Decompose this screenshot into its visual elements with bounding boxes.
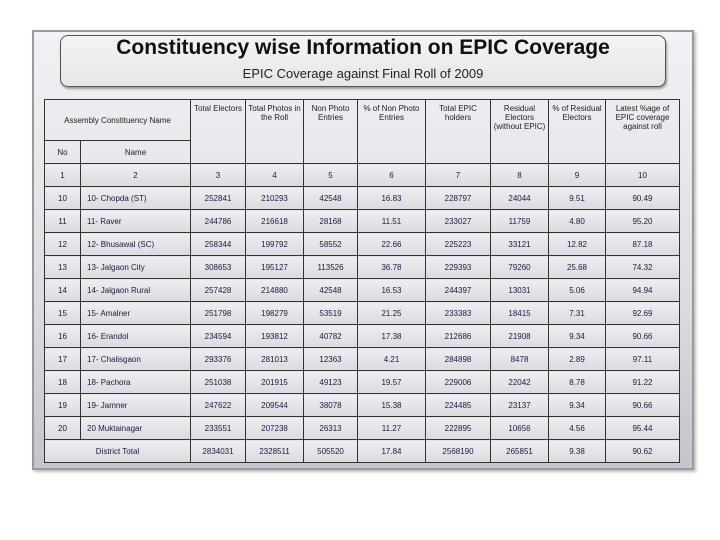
cell-value: 308653 (191, 256, 246, 279)
cell-no: 15 (45, 302, 81, 325)
cell-no: 11 (45, 210, 81, 233)
cell-value: 216618 (246, 210, 304, 233)
epic-coverage-table (44, 99, 680, 463)
cell-value: 11.27 (358, 417, 426, 440)
cell-value: 214880 (246, 279, 304, 302)
cell-no: 17 (45, 348, 81, 371)
cell-value: 9.51 (549, 187, 606, 210)
total-value: 265851 (491, 440, 549, 463)
cell-value: 195127 (246, 256, 304, 279)
cell-value: 4.56 (549, 417, 606, 440)
cell-value: 15.38 (358, 394, 426, 417)
table-row (45, 233, 680, 256)
cell-no: 16 (45, 325, 81, 348)
cell-value: 251038 (191, 371, 246, 394)
cell-value: 257428 (191, 279, 246, 302)
table-row (45, 371, 680, 394)
cell-value: 193812 (246, 325, 304, 348)
cell-value: 40782 (304, 325, 358, 348)
cell-value: 10656 (491, 417, 549, 440)
col-number: 8 (491, 164, 549, 187)
total-value: 9.38 (549, 440, 606, 463)
col-number: 4 (246, 164, 304, 187)
cell-value: 233551 (191, 417, 246, 440)
cell-value: 11759 (491, 210, 549, 233)
cell-value: 233383 (426, 302, 491, 325)
header-no: No (45, 141, 81, 164)
total-row (45, 440, 680, 463)
cell-value: 42548 (304, 279, 358, 302)
cell-value: 11.51 (358, 210, 426, 233)
cell-value: 95.44 (606, 417, 680, 440)
cell-name: 13- Jalgaon City (81, 256, 191, 279)
cell-value: 18415 (491, 302, 549, 325)
cell-value: 244397 (426, 279, 491, 302)
cell-value: 247622 (191, 394, 246, 417)
cell-value: 198279 (246, 302, 304, 325)
cell-value: 28168 (304, 210, 358, 233)
cell-value: 4.80 (549, 210, 606, 233)
cell-value: 293376 (191, 348, 246, 371)
cell-no: 19 (45, 394, 81, 417)
cell-value: 222895 (426, 417, 491, 440)
total-value: 2568190 (426, 440, 491, 463)
header-pct-non-photo: % of Non Photo Entries (358, 100, 426, 164)
total-value: 505520 (304, 440, 358, 463)
table-row (45, 394, 680, 417)
total-value: 2834031 (191, 440, 246, 463)
cell-value: 94.94 (606, 279, 680, 302)
cell-value: 25.68 (549, 256, 606, 279)
header-assembly: Assembly Constituency Name (45, 100, 191, 141)
table-row (45, 210, 680, 233)
cell-value: 199792 (246, 233, 304, 256)
cell-value: 22.66 (358, 233, 426, 256)
header-total-epic: Total EPIC holders (426, 100, 491, 164)
cell-value: 13031 (491, 279, 549, 302)
total-value: 90.62 (606, 440, 680, 463)
col-number: 10 (606, 164, 680, 187)
header-latest: Latest %age of EPIC coverage against roll (606, 100, 680, 164)
header-total-electors: Total Electors (191, 100, 246, 164)
cell-value: 12.82 (549, 233, 606, 256)
header-residual: Residual Electors (without EPIC) (491, 100, 549, 164)
cell-value: 79260 (491, 256, 549, 279)
cell-value: 2.89 (549, 348, 606, 371)
cell-value: 201915 (246, 371, 304, 394)
cell-no: 12 (45, 233, 81, 256)
header-pct-residual: % of Residual Electors (549, 100, 606, 164)
cell-value: 8.78 (549, 371, 606, 394)
cell-value: 284898 (426, 348, 491, 371)
cell-value: 5.06 (549, 279, 606, 302)
cell-value: 225223 (426, 233, 491, 256)
col-number: 5 (304, 164, 358, 187)
cell-value: 26313 (304, 417, 358, 440)
total-value: 17.84 (358, 440, 426, 463)
cell-value: 90.49 (606, 187, 680, 210)
cell-value: 87.18 (606, 233, 680, 256)
cell-name: 12- Bhusawal (SC) (81, 233, 191, 256)
cell-value: 224485 (426, 394, 491, 417)
cell-value: 252841 (191, 187, 246, 210)
cell-value: 23137 (491, 394, 549, 417)
cell-value: 229006 (426, 371, 491, 394)
cell-value: 7.31 (549, 302, 606, 325)
col-number: 2 (81, 164, 191, 187)
header-name: Name (81, 141, 191, 164)
cell-value: 212686 (426, 325, 491, 348)
cell-value: 92.69 (606, 302, 680, 325)
cell-value: 95.20 (606, 210, 680, 233)
col-number: 9 (549, 164, 606, 187)
cell-value: 16.83 (358, 187, 426, 210)
cell-value: 58552 (304, 233, 358, 256)
cell-value: 90.66 (606, 394, 680, 417)
cell-name: 11- Raver (81, 210, 191, 233)
cell-value: 228797 (426, 187, 491, 210)
cell-value: 21.25 (358, 302, 426, 325)
cell-value: 33121 (491, 233, 549, 256)
cell-name: 18- Pachora (81, 371, 191, 394)
cell-value: 251798 (191, 302, 246, 325)
col-number: 1 (45, 164, 81, 187)
cell-value: 244786 (191, 210, 246, 233)
table-row (45, 187, 680, 210)
cell-name: 17- Chalisgaon (81, 348, 191, 371)
cell-value: 21908 (491, 325, 549, 348)
cell-name: 20 Muktainagar (81, 417, 191, 440)
cell-value: 210293 (246, 187, 304, 210)
cell-value: 17.38 (358, 325, 426, 348)
cell-value: 8478 (491, 348, 549, 371)
cell-value: 74.32 (606, 256, 680, 279)
cell-value: 91.22 (606, 371, 680, 394)
cell-name: 10- Chopda (ST) (81, 187, 191, 210)
table-row (45, 256, 680, 279)
cell-no: 18 (45, 371, 81, 394)
cell-value: 229393 (426, 256, 491, 279)
cell-value: 207238 (246, 417, 304, 440)
cell-value: 42548 (304, 187, 358, 210)
cell-value: 209544 (246, 394, 304, 417)
cell-value: 234594 (191, 325, 246, 348)
cell-no: 20 (45, 417, 81, 440)
table-row (45, 417, 680, 440)
page-subtitle: EPIC Coverage against Final Roll of 2009 (242, 66, 484, 81)
header-non-photo: Non Photo Entries (304, 100, 358, 164)
cell-name: 14- Jalgaon Rural (81, 279, 191, 302)
cell-value: 16.53 (358, 279, 426, 302)
page-title: Constituency wise Information on EPIC Coverage (116, 36, 610, 59)
col-number: 3 (191, 164, 246, 187)
cell-value: 97.11 (606, 348, 680, 371)
cell-value: 38078 (304, 394, 358, 417)
cell-value: 49123 (304, 371, 358, 394)
cell-no: 10 (45, 187, 81, 210)
col-number: 6 (358, 164, 426, 187)
cell-value: 24044 (491, 187, 549, 210)
cell-name: 19- Jamner (81, 394, 191, 417)
table-row (45, 302, 680, 325)
cell-name: 16- Erandol (81, 325, 191, 348)
cell-value: 36.78 (358, 256, 426, 279)
cell-value: 90.66 (606, 325, 680, 348)
table-row (45, 348, 680, 371)
table-row (45, 325, 680, 348)
cell-value: 12363 (304, 348, 358, 371)
cell-value: 9.34 (549, 394, 606, 417)
col-number: 7 (426, 164, 491, 187)
cell-value: 258344 (191, 233, 246, 256)
cell-value: 233027 (426, 210, 491, 233)
cell-no: 14 (45, 279, 81, 302)
header-total-photos: Total Photos in the Roll (246, 100, 304, 164)
total-label: District Total (45, 440, 191, 463)
cell-no: 13 (45, 256, 81, 279)
cell-name: 15- Amalner (81, 302, 191, 325)
cell-value: 4.21 (358, 348, 426, 371)
cell-value: 9.34 (549, 325, 606, 348)
cell-value: 53519 (304, 302, 358, 325)
column-number-row (45, 164, 680, 187)
cell-value: 281013 (246, 348, 304, 371)
cell-value: 19.57 (358, 371, 426, 394)
total-value: 2328511 (246, 440, 304, 463)
cell-value: 113526 (304, 256, 358, 279)
table-row (45, 279, 680, 302)
cell-value: 22042 (491, 371, 549, 394)
